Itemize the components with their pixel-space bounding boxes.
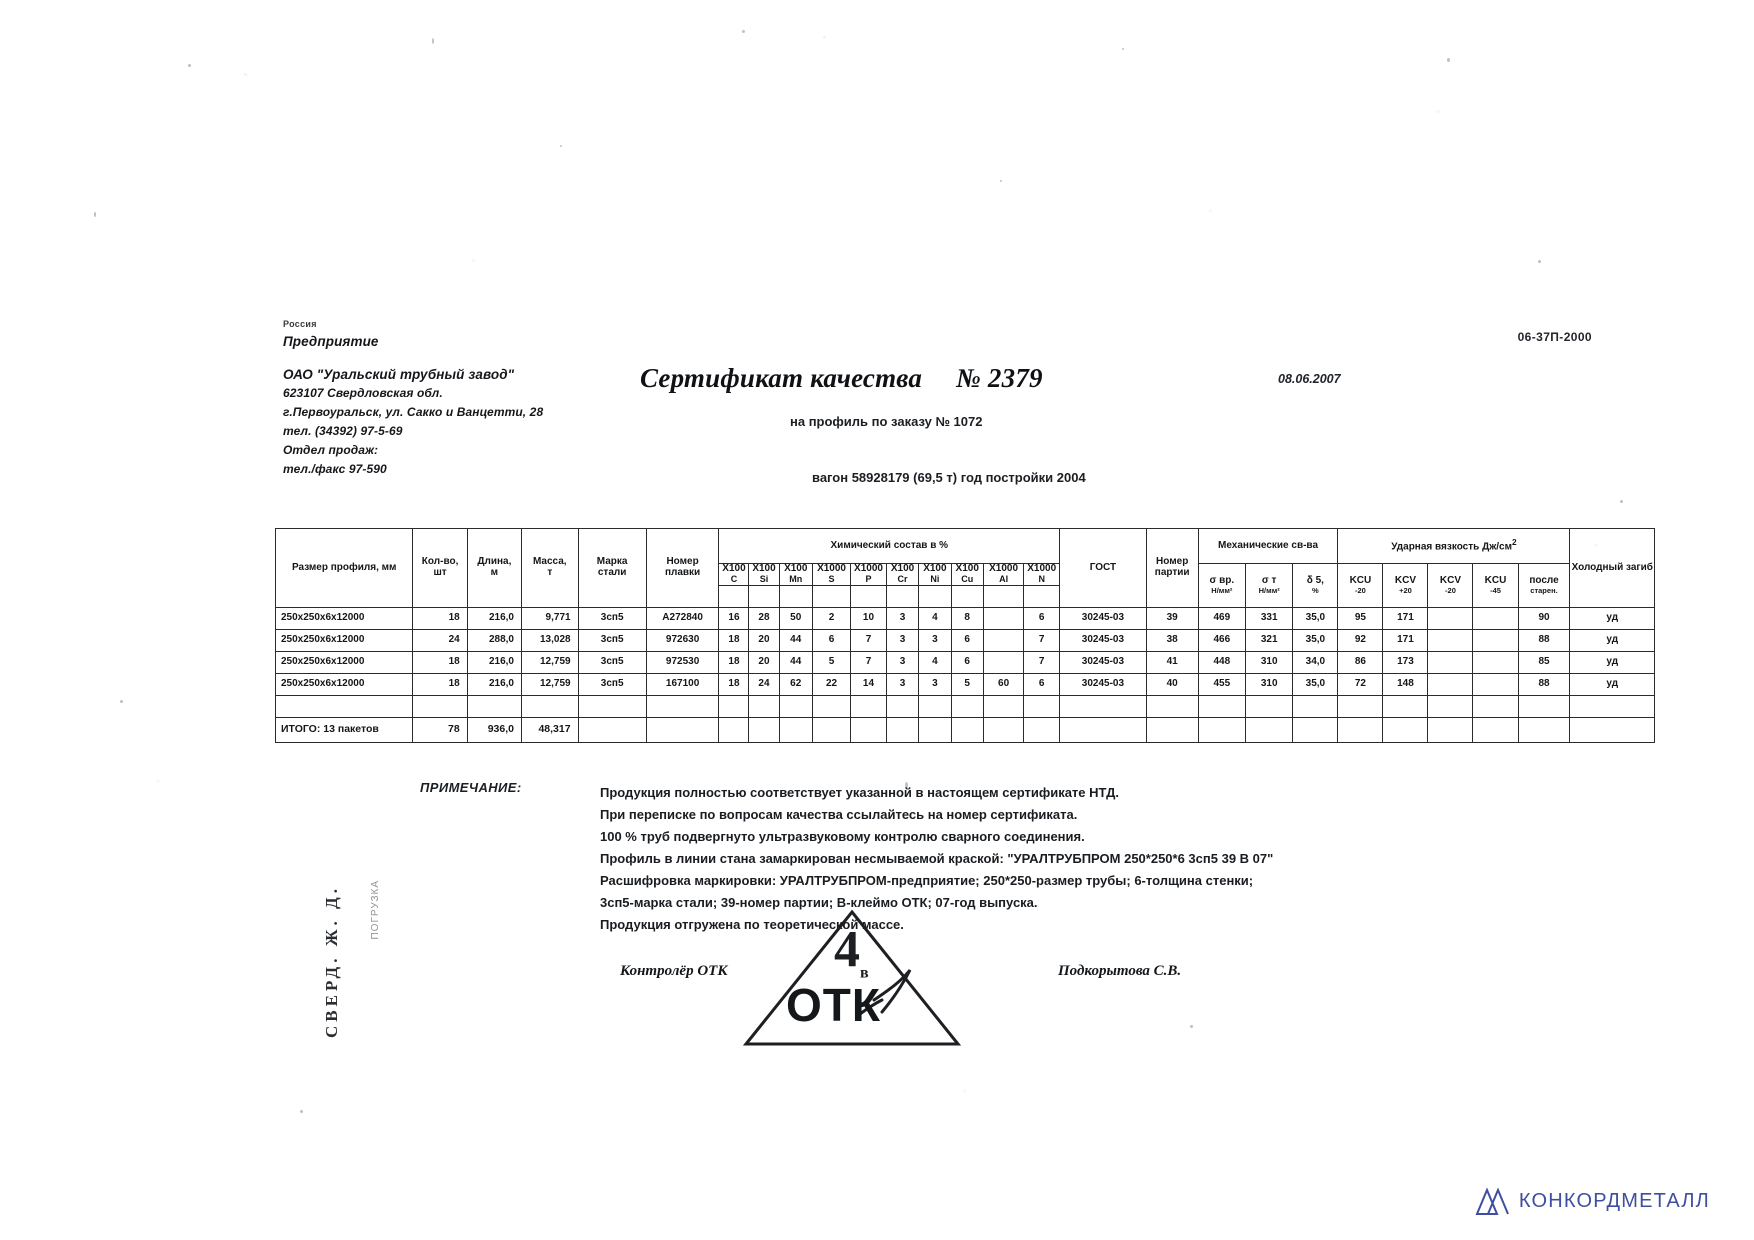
cell-sigma-t: 310 bbox=[1246, 674, 1293, 696]
cell-chem-n: 6 bbox=[1024, 608, 1060, 630]
signature-role: Контролёр ОТК bbox=[620, 963, 728, 979]
empty-cell bbox=[578, 718, 646, 743]
cell-chem-mn: 50 bbox=[779, 608, 812, 630]
cell-aged: 88 bbox=[1518, 630, 1570, 652]
cell-kcu-45 bbox=[1473, 630, 1518, 652]
cell-chem-si: 28 bbox=[749, 608, 779, 630]
th-lot bbox=[1146, 529, 1198, 608]
th-mass bbox=[522, 529, 579, 608]
th-cold-bend-label: Холодный загиб bbox=[1571, 561, 1653, 573]
th-cold-bend bbox=[1570, 529, 1655, 608]
cell-kcv20: 148 bbox=[1383, 674, 1428, 696]
scan-speck bbox=[560, 145, 562, 147]
scan-speck bbox=[120, 700, 123, 703]
empty-cell bbox=[749, 696, 779, 718]
th-qty-top: Кол-во, bbox=[421, 556, 459, 568]
th-chem-label: Химический состав в % bbox=[830, 539, 949, 551]
cell-chem-n: 6 bbox=[1024, 674, 1060, 696]
empty-cell bbox=[1146, 696, 1198, 718]
th-chem-mn: X100 Mn bbox=[779, 564, 812, 586]
empty-cell bbox=[919, 696, 951, 718]
note-line: 100 % труб подвергнуто ультразвуковому контролю сварного соединения. bbox=[600, 829, 1085, 844]
cell-chem-s: 22 bbox=[812, 674, 850, 696]
country-label: Россия bbox=[283, 319, 317, 329]
th-heat bbox=[646, 529, 719, 608]
cell-kcu-45 bbox=[1473, 674, 1518, 696]
th-mech-group bbox=[1198, 529, 1338, 564]
side-stamp-text: СВЕРД. Ж. Д. bbox=[322, 885, 341, 1038]
scan-speck bbox=[1122, 48, 1124, 50]
side-stamp-faint: ПОГРУЗКА bbox=[370, 880, 381, 940]
cell-total-mass: 48,317 bbox=[522, 718, 579, 743]
cell-cold-bend: уд bbox=[1570, 674, 1655, 696]
empty-cell bbox=[851, 718, 887, 743]
th-impact-label: Ударная вязкость Дж/см bbox=[1391, 541, 1513, 553]
th-impact-aged: после старен. bbox=[1518, 564, 1570, 608]
otk-stamp-number-sub: в bbox=[860, 964, 869, 982]
table-row bbox=[276, 608, 1655, 630]
cell-chem-p: 7 bbox=[851, 652, 887, 674]
cell-chem-mn: 44 bbox=[779, 630, 812, 652]
table-row bbox=[276, 630, 1655, 652]
cell-aged: 88 bbox=[1518, 674, 1570, 696]
cell-steel: 3сп5 bbox=[578, 652, 646, 674]
cell-gost: 30245-03 bbox=[1060, 630, 1147, 652]
th-mech-sigma-v: σ вр. Н/мм² bbox=[1198, 564, 1245, 608]
empty-cell bbox=[1024, 718, 1060, 743]
order-subtitle: на профиль по заказу № 1072 bbox=[790, 414, 983, 429]
th-steel-top: Марка bbox=[596, 556, 628, 568]
cell-chem-cr: 3 bbox=[886, 652, 918, 674]
empty-cell bbox=[1473, 718, 1518, 743]
th-chem-p-blank bbox=[851, 586, 887, 608]
cell-size: 250х250х6х12000 bbox=[276, 630, 413, 652]
cell-kcv-20 bbox=[1428, 674, 1473, 696]
table-header-row-1 bbox=[276, 529, 1655, 564]
cell-chem-c: 16 bbox=[719, 608, 749, 630]
empty-cell bbox=[779, 718, 812, 743]
empty-cell bbox=[951, 696, 983, 718]
cell-cold-bend: уд bbox=[1570, 630, 1655, 652]
cell-gost: 30245-03 bbox=[1060, 652, 1147, 674]
cell-delta5: 35,0 bbox=[1293, 630, 1338, 652]
cell-kcv20: 171 bbox=[1383, 608, 1428, 630]
company-address-2: г.Первоуральск, ул. Сакко и Ванцетти, 28 bbox=[283, 405, 544, 419]
cell-chem-ni: 4 bbox=[919, 652, 951, 674]
cell-delta5: 35,0 bbox=[1293, 674, 1338, 696]
cell-kcv20: 171 bbox=[1383, 630, 1428, 652]
cell-chem-s: 6 bbox=[812, 630, 850, 652]
cell-delta5: 35,0 bbox=[1293, 608, 1338, 630]
th-heat-bot: плавки bbox=[664, 567, 701, 578]
certificate-table bbox=[275, 528, 1655, 743]
sales-phone: тел./факс 97-590 bbox=[283, 462, 387, 476]
cell-chem-s: 2 bbox=[812, 608, 850, 630]
empty-cell bbox=[1570, 696, 1655, 718]
empty-cell bbox=[646, 696, 719, 718]
cell-length: 216,0 bbox=[467, 652, 521, 674]
cell-length: 216,0 bbox=[467, 608, 521, 630]
cell-total-label: ИТОГО: 13 пакетов bbox=[276, 718, 413, 743]
cell-chem-c: 18 bbox=[719, 652, 749, 674]
cell-kcv-20 bbox=[1428, 608, 1473, 630]
cell-kcu-45 bbox=[1473, 608, 1518, 630]
empty-cell bbox=[886, 696, 918, 718]
cell-chem-al: 60 bbox=[983, 674, 1023, 696]
empty-cell bbox=[951, 718, 983, 743]
cell-heat: 167100 bbox=[646, 674, 719, 696]
note-line: 3сп5-марка стали; 39-номер партии; В-клеймо ОТК; 07-год выпуска. bbox=[600, 895, 1038, 910]
cell-kcu-20: 92 bbox=[1338, 630, 1383, 652]
cell-total-qty: 78 bbox=[413, 718, 467, 743]
enterprise-label: Предприятие bbox=[283, 334, 379, 349]
cell-chem-mn: 62 bbox=[779, 674, 812, 696]
empty-cell bbox=[1293, 718, 1338, 743]
watermark-logo bbox=[1475, 1186, 1710, 1216]
cell-qty: 18 bbox=[413, 652, 467, 674]
otk-stamp-number-value: 4 bbox=[834, 921, 860, 978]
scan-speck bbox=[1000, 180, 1002, 182]
cell-chem-ni: 3 bbox=[919, 674, 951, 696]
th-chem-al-blank bbox=[983, 586, 1023, 608]
cell-length: 216,0 bbox=[467, 674, 521, 696]
notes-label: ПРИМЕЧАНИЕ: bbox=[420, 780, 522, 795]
signature-name: Подкорытова С.В. bbox=[1058, 963, 1182, 979]
th-steel-bot: стали bbox=[597, 567, 627, 578]
th-impact-kcv-20: KCV -20 bbox=[1428, 564, 1473, 608]
cell-kcu-20: 86 bbox=[1338, 652, 1383, 674]
empty-cell bbox=[276, 696, 413, 718]
scan-speck bbox=[1620, 500, 1623, 503]
cell-lot: 40 bbox=[1146, 674, 1198, 696]
cell-sigma-t: 321 bbox=[1246, 630, 1293, 652]
otk-stamp-number bbox=[834, 920, 869, 982]
scan-speck bbox=[1447, 58, 1450, 62]
cell-kcu-45 bbox=[1473, 652, 1518, 674]
th-chem-p: X1000 P bbox=[851, 564, 887, 586]
th-lot-bot: партии bbox=[1154, 567, 1190, 578]
th-gost-label: ГОСТ bbox=[1089, 561, 1117, 573]
empty-cell bbox=[851, 696, 887, 718]
document-code: 06-37П-2000 bbox=[1517, 330, 1592, 344]
cell-chem-mn: 44 bbox=[779, 652, 812, 674]
company-name: ОАО "Уральский трубный завод" bbox=[283, 367, 515, 382]
th-chem-mn-blank bbox=[779, 586, 812, 608]
cell-chem-al bbox=[983, 608, 1023, 630]
empty-cell bbox=[1428, 718, 1473, 743]
cell-delta5: 34,0 bbox=[1293, 652, 1338, 674]
th-chem-cr-blank bbox=[886, 586, 918, 608]
th-mass-bot: т bbox=[547, 567, 553, 578]
cell-chem-p: 14 bbox=[851, 674, 887, 696]
cell-chem-cu: 6 bbox=[951, 630, 983, 652]
note-line: Продукция отгружена по теоретической массе. bbox=[600, 917, 904, 932]
empty-cell bbox=[719, 696, 749, 718]
th-impact-kcu-45: KCU -45 bbox=[1473, 564, 1518, 608]
th-chem-si: X100 Si bbox=[749, 564, 779, 586]
th-qty bbox=[413, 529, 467, 608]
cell-gost: 30245-03 bbox=[1060, 608, 1147, 630]
cell-length: 288,0 bbox=[467, 630, 521, 652]
otk-stamp bbox=[742, 908, 962, 1048]
empty-cell bbox=[983, 696, 1023, 718]
company-address-1: 623107 Свердловская обл. bbox=[283, 386, 443, 400]
th-mech-label: Механические св-ва bbox=[1218, 539, 1319, 551]
th-impact-kcv20: KCV +20 bbox=[1383, 564, 1428, 608]
empty-cell bbox=[812, 718, 850, 743]
th-gost bbox=[1060, 529, 1147, 608]
th-chem-c: X100 C bbox=[719, 564, 749, 586]
note-line: Профиль в линии стана замаркирован несмываемой краской: "УРАЛТРУБПРОМ 250*250*6 3сп5 39 В 07" bbox=[600, 851, 1274, 866]
th-chem-cr: X100 Cr bbox=[886, 564, 918, 586]
cell-kcv20: 173 bbox=[1383, 652, 1428, 674]
empty-cell bbox=[1060, 696, 1147, 718]
cell-sigma-t: 310 bbox=[1246, 652, 1293, 674]
th-qty-bot: шт bbox=[433, 567, 447, 578]
cell-gost: 30245-03 bbox=[1060, 674, 1147, 696]
page-title bbox=[640, 363, 1043, 394]
cell-chem-n: 7 bbox=[1024, 630, 1060, 652]
empty-cell bbox=[983, 718, 1023, 743]
empty-cell bbox=[522, 696, 579, 718]
cell-chem-n: 7 bbox=[1024, 652, 1060, 674]
empty-cell bbox=[646, 718, 719, 743]
logo-text: КОНКОРДМЕТАЛЛ bbox=[1518, 1189, 1710, 1212]
cell-chem-al bbox=[983, 630, 1023, 652]
cell-aged: 85 bbox=[1518, 652, 1570, 674]
cell-qty: 18 bbox=[413, 608, 467, 630]
cell-lot: 41 bbox=[1146, 652, 1198, 674]
table-row bbox=[276, 674, 1655, 696]
cell-mass: 9,771 bbox=[522, 608, 579, 630]
th-chem-cu-blank bbox=[951, 586, 983, 608]
logo-mark-icon bbox=[1475, 1186, 1509, 1216]
cell-chem-al bbox=[983, 652, 1023, 674]
cell-lot: 39 bbox=[1146, 608, 1198, 630]
cell-chem-s: 5 bbox=[812, 652, 850, 674]
th-chem-s: X1000 S bbox=[812, 564, 850, 586]
empty-cell bbox=[1428, 696, 1473, 718]
cell-mass: 12,759 bbox=[522, 674, 579, 696]
th-chem-n-blank bbox=[1024, 586, 1060, 608]
th-impact-sup: 2 bbox=[1512, 537, 1517, 548]
th-chem-n: X1000 N bbox=[1024, 564, 1060, 586]
cell-heat: 972630 bbox=[646, 630, 719, 652]
cell-size: 250х250х6х12000 bbox=[276, 674, 413, 696]
cell-chem-si: 20 bbox=[749, 652, 779, 674]
th-chem-ni: X100 Ni bbox=[919, 564, 951, 586]
cell-kcu-20: 95 bbox=[1338, 608, 1383, 630]
cell-qty: 24 bbox=[413, 630, 467, 652]
note-line: Расшифровка маркировки: УРАЛТРУБПРОМ-предприятие; 250*250-размер трубы; 6-толщина стенки; bbox=[600, 873, 1254, 888]
th-mass-top: Масса, bbox=[532, 556, 567, 568]
scan-speck bbox=[742, 30, 745, 33]
otk-stamp-text: ОТК bbox=[786, 979, 881, 1031]
empty-cell bbox=[1383, 718, 1428, 743]
empty-cell bbox=[1338, 718, 1383, 743]
empty-cell bbox=[1060, 718, 1147, 743]
empty-cell bbox=[719, 718, 749, 743]
cell-heat: 972530 bbox=[646, 652, 719, 674]
cell-chem-ni: 3 bbox=[919, 630, 951, 652]
empty-cell bbox=[1518, 718, 1570, 743]
cell-chem-cu: 6 bbox=[951, 652, 983, 674]
cell-chem-c: 18 bbox=[719, 630, 749, 652]
th-chem-al: X1000 Al bbox=[983, 564, 1023, 586]
scan-speck bbox=[94, 212, 96, 217]
empty-cell bbox=[919, 718, 951, 743]
empty-cell bbox=[1338, 696, 1383, 718]
scan-speck bbox=[300, 1110, 303, 1113]
company-block bbox=[283, 315, 543, 479]
cell-kcv-20 bbox=[1428, 630, 1473, 652]
wagon-info: вагон 58928179 (69,5 т) год постройки 2004 bbox=[812, 470, 1086, 485]
sales-label: Отдел продаж: bbox=[283, 443, 379, 457]
cell-sigma-v: 455 bbox=[1198, 674, 1245, 696]
empty-cell bbox=[886, 718, 918, 743]
th-heat-top: Номер bbox=[666, 556, 699, 568]
cell-steel: 3сп5 bbox=[578, 674, 646, 696]
empty-cell bbox=[1198, 696, 1245, 718]
cell-size: 250х250х6х12000 bbox=[276, 652, 413, 674]
company-phone: тел. (34392) 97-5-69 bbox=[283, 424, 403, 438]
empty-cell bbox=[779, 696, 812, 718]
th-chem-c-blank bbox=[719, 586, 749, 608]
document-date: 08.06.2007 bbox=[1278, 372, 1341, 386]
empty-cell bbox=[1570, 718, 1655, 743]
cell-sigma-t: 331 bbox=[1246, 608, 1293, 630]
cell-chem-cr: 3 bbox=[886, 630, 918, 652]
empty-cell bbox=[749, 718, 779, 743]
cell-kcu-20: 72 bbox=[1338, 674, 1383, 696]
th-steel bbox=[578, 529, 646, 608]
empty-cell bbox=[1473, 696, 1518, 718]
table-row-empty bbox=[276, 696, 1655, 718]
cell-steel: 3сп5 bbox=[578, 630, 646, 652]
title-text: Сертификат качества bbox=[640, 363, 923, 393]
cell-chem-p: 7 bbox=[851, 630, 887, 652]
th-chem-si-blank bbox=[749, 586, 779, 608]
note-line: Продукция полностью соответствует указанной в настоящем сертификате НТД. bbox=[600, 785, 1120, 800]
cell-chem-p: 10 bbox=[851, 608, 887, 630]
th-impact-kcu-20: KCU -20 bbox=[1338, 564, 1383, 608]
cell-qty: 18 bbox=[413, 674, 467, 696]
scan-speck bbox=[432, 38, 434, 44]
cell-chem-c: 18 bbox=[719, 674, 749, 696]
th-mech-delta5: δ 5, % bbox=[1293, 564, 1338, 608]
cell-chem-cu: 8 bbox=[951, 608, 983, 630]
note-line: При переписке по вопросам качества ссылайтесь на номер сертификата. bbox=[600, 807, 1078, 822]
empty-cell bbox=[1383, 696, 1428, 718]
empty-cell bbox=[578, 696, 646, 718]
cell-steel: 3сп5 bbox=[578, 608, 646, 630]
cell-total-length: 936,0 bbox=[467, 718, 521, 743]
cell-heat: А272840 bbox=[646, 608, 719, 630]
scan-speck bbox=[1190, 1025, 1193, 1028]
th-mech-sigma-t: σ т Н/мм² bbox=[1246, 564, 1293, 608]
th-impact-group bbox=[1338, 529, 1570, 564]
cell-sigma-v: 469 bbox=[1198, 608, 1245, 630]
cell-lot: 38 bbox=[1146, 630, 1198, 652]
cell-sigma-v: 448 bbox=[1198, 652, 1245, 674]
th-length bbox=[467, 529, 521, 608]
scan-speck bbox=[188, 64, 191, 67]
table-head bbox=[276, 529, 1655, 608]
th-size-label: Размер профиля, мм bbox=[291, 561, 397, 573]
cell-cold-bend: уд bbox=[1570, 652, 1655, 674]
certificate-table-wrapper bbox=[275, 528, 1655, 743]
th-chem-s-blank bbox=[812, 586, 850, 608]
th-lot-top: Номер bbox=[1156, 556, 1189, 568]
cell-aged: 90 bbox=[1518, 608, 1570, 630]
cell-chem-ni: 4 bbox=[919, 608, 951, 630]
cell-size: 250х250х6х12000 bbox=[276, 608, 413, 630]
empty-cell bbox=[1246, 696, 1293, 718]
cell-chem-cu: 5 bbox=[951, 674, 983, 696]
th-length-bot: м bbox=[490, 567, 499, 578]
cell-chem-si: 24 bbox=[749, 674, 779, 696]
cell-mass: 13,028 bbox=[522, 630, 579, 652]
cell-kcv-20 bbox=[1428, 652, 1473, 674]
cell-chem-cr: 3 bbox=[886, 674, 918, 696]
empty-cell bbox=[1246, 718, 1293, 743]
certificate-number: № 2379 bbox=[956, 363, 1043, 393]
th-chem-cu: X100 Cu bbox=[951, 564, 983, 586]
cell-sigma-v: 466 bbox=[1198, 630, 1245, 652]
th-chem-group bbox=[719, 529, 1060, 564]
notes-block bbox=[600, 782, 1400, 936]
table-total-row bbox=[276, 718, 1655, 743]
empty-cell bbox=[467, 696, 521, 718]
cell-mass: 12,759 bbox=[522, 652, 579, 674]
th-size bbox=[276, 529, 413, 608]
empty-cell bbox=[1293, 696, 1338, 718]
empty-cell bbox=[1198, 718, 1245, 743]
th-length-top: Длина, bbox=[477, 556, 512, 568]
empty-cell bbox=[1024, 696, 1060, 718]
th-chem-ni-blank bbox=[919, 586, 951, 608]
table-row bbox=[276, 652, 1655, 674]
cell-chem-si: 20 bbox=[749, 630, 779, 652]
cell-cold-bend: уд bbox=[1570, 608, 1655, 630]
empty-cell bbox=[1146, 718, 1198, 743]
scan-speck bbox=[1538, 260, 1541, 263]
table-body bbox=[276, 608, 1655, 743]
cell-chem-cr: 3 bbox=[886, 608, 918, 630]
empty-cell bbox=[812, 696, 850, 718]
empty-cell bbox=[413, 696, 467, 718]
empty-cell bbox=[1518, 696, 1570, 718]
